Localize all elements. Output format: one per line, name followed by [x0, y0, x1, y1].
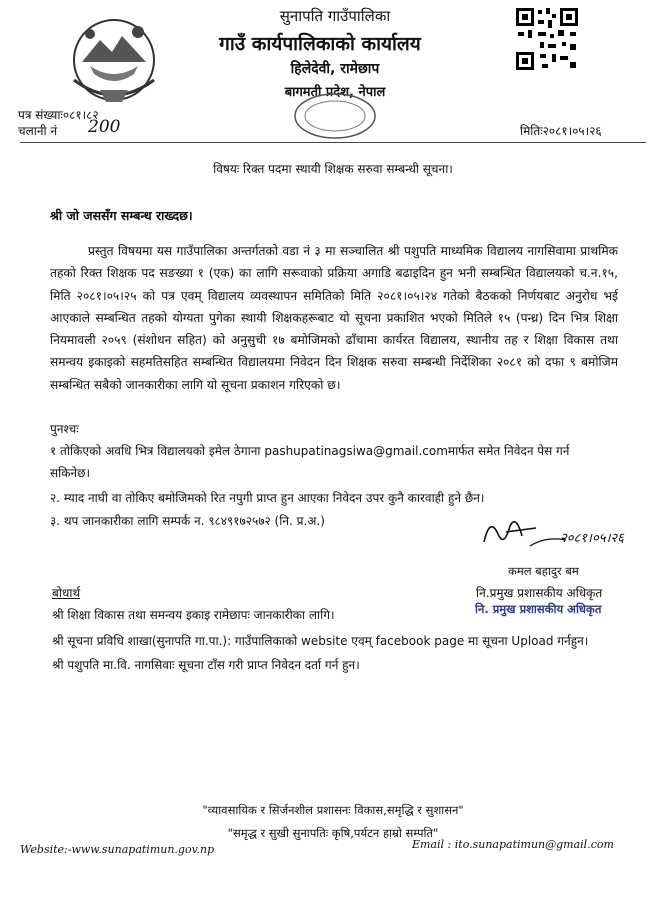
office-title: गाउँ कार्यपालिकाको कार्यालय: [219, 33, 421, 55]
cc-label: बोधार्थ: [52, 586, 81, 600]
dispatch-number: 200: [88, 117, 121, 137]
footer-motto-1: "व्यावसायिक र सिर्जनशील प्रशासनः विकास,समृद्धि र सुशासन": [202, 803, 464, 817]
footer-website: Website:-www.sunapatimun.gov.np: [20, 843, 215, 856]
municipality-name: सुनापति गाउँपालिका: [279, 7, 391, 25]
letter-number: पत्र संख्याः०८१।८२: [18, 108, 99, 122]
signature-date: २०८१।०५।२६: [560, 531, 624, 546]
addressee: श्री जो जससँग सम्बन्ध राख्दछ।: [50, 208, 193, 223]
office-address: हिलेदेवी, रामेछाप: [290, 61, 380, 77]
postscript-label: पुनश्चः: [50, 422, 79, 436]
subject-line: विषयः रिक्त पदमा स्थायी शिक्षक सरुवा सम्बन्धी सूचना।: [213, 162, 453, 176]
official-stamp: नि. प्रमुख प्रशासकीय अधिकृत: [475, 602, 602, 616]
body-paragraph: प्रस्तुत विषयमा यस गाउँपालिका अन्तर्गतको वडा नं ३ मा सञ्चालित श्री पशुपति माध्यमिक विद्यालय नागसिवामा प्राथमिक तहको रिक्त शिक्षक पद सङख्या १ (एक) का लागि सरूवाको प्रक्रिया अगाडि बढाइदिन हुन भनी सम्बन्धित विद्यालयको च.न.१५, मिति २०८१।०५।२५ को पत्र एवम् विद्यालय व्यवस्थापन समितिको मिति २०८१।०५।२४ गतेको बैठकको निर्णयबाट अनुरोध भई आएकाले सम्बन्धित तहको योग्यता पुगेका स्थायी शिक्षकहरूबाट यो सूचना प्रकाशित भएको मितिले १५ (पन्ध्र) दिन भित्र शिक्षा नियमावली २०५९ (संशोधन सहित) को अनुसुची १७ बमोजिमको ढाँचामा कार्यरत विद्यालय, स्थानीय तह र शिक्षा विकास तथा समन्वय इकाइको सहमतिसहित सम्बन्धित विद्यालयमा निवेदन दिन शिक्षक सरुवा सम्बन्धी निर्देशिका २०८१ को दफा ९ बमोजिम सम्बन्धित सबैको जानकारीका लागि यो सूचना प्रकाशन गरिएको छ।: [50, 244, 618, 392]
header-divider: [20, 142, 646, 143]
province-line: बागमती प्रदेश, नेपाल: [284, 85, 386, 100]
qr-code-icon: [514, 6, 580, 72]
cc-item-3: श्री पशुपति मा.वि. नागसिवाः सूचना टाँस गरी प्राप्त निवेदन दर्ता गर्न हुन।: [52, 658, 360, 672]
signatory-title: नि.प्रमुख प्रशासकीय अधिकृत: [476, 586, 603, 600]
office-seal: [290, 92, 380, 140]
letter-date: मितिः२०८१।०५।२६: [520, 124, 602, 138]
footer-motto-2: "समृद्ध र सुखी सुनापतिः कृषि,पर्यटन हाम्रो सम्पति": [227, 826, 439, 840]
dispatch-number-label: चलानी नं: [18, 124, 58, 138]
postscript-item-2: २. म्याद नाघी वा तोकिए बमोजिमको रित नपुगी प्राप्त हुन आएका निवेदन उपर कुनै कारवाही हुने छैन।: [50, 491, 485, 505]
postscript-item-1: १ तोकिएको अवधि भित्र विद्यालयको इमेल ठेगाना pashupatinagsiwa@gmail.comमार्फत समेत निवेदन पेस गर्न सकिनेछ।: [50, 444, 570, 480]
cc-item-1: श्री शिक्षा विकास तथा समन्वय इकाइ रामेछापः जानकारीका लागि।: [52, 608, 335, 622]
cc-item-2: श्री सूचना प्रविधि शाखा(सुनापति गा.पा.): गाउँपालिकाको website एवम् facebook page मा सूचना Upload गर्नहुन।: [52, 634, 589, 648]
footer-email: Email : ito.sunapatimun@gmail.com: [412, 838, 614, 851]
signatory-name: कमल बहादुर बम: [508, 564, 579, 578]
postscript-item-3: ३. थप जानकारीका लागि सम्पर्क न. ९८४९१७२५७२ (नि. प्र.अ.): [50, 514, 325, 528]
nepal-emblem-icon: [60, 10, 168, 110]
